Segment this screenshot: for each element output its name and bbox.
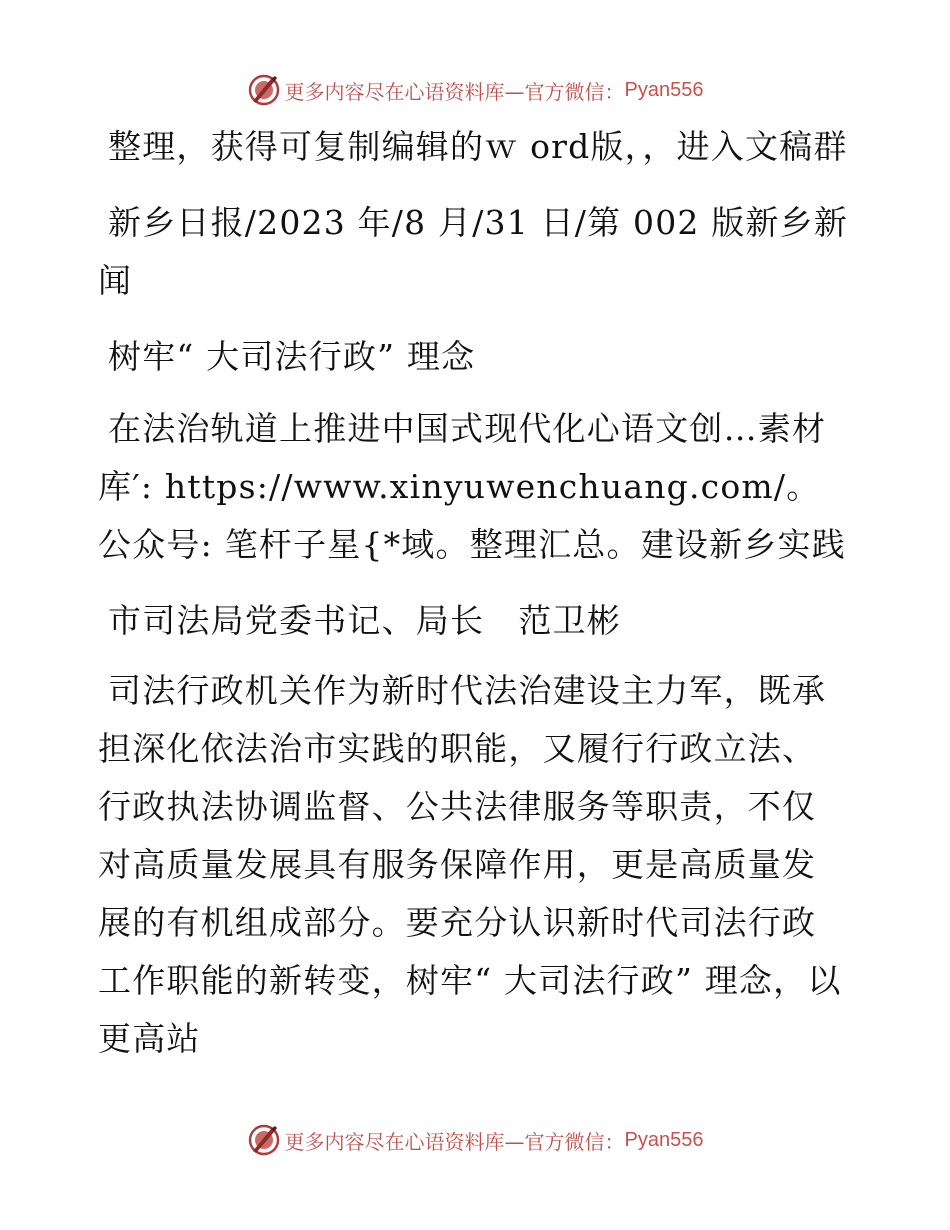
article-title: 树牢“ 大司法行政” 理念	[108, 337, 476, 376]
banner-text: 更多内容尽在心语资料库—官方微信：	[284, 79, 625, 104]
pen-logo-icon	[247, 1123, 281, 1157]
header-watermark-banner	[0, 70, 950, 110]
intro-paragraph: 整理，获得可复制编辑的ｗ ord版，，进入文稿群	[108, 127, 848, 166]
source-line: 新乡日报/2023 年/8 月/31 日/第 002 版新乡新闻	[98, 203, 849, 300]
author-line: 市司法局党委书记、局长 范卫彬	[108, 601, 621, 640]
wechat-id: Pyan556	[624, 1128, 704, 1151]
footer-watermark-banner	[0, 1120, 950, 1160]
pen-logo-icon	[247, 73, 281, 107]
subtitle-paragraph: 在法治轨道上推进中国式现代化心语文创…素材库′: https://www.xinyuwenchuang.com/。公众号: 笔杆子星{*域。整理汇总。建设新乡实践	[98, 409, 846, 564]
document-body	[98, 118, 850, 1086]
banner-text: 更多内容尽在心语资料库—官方微信：	[284, 1129, 625, 1154]
wechat-id: Pyan556	[624, 78, 704, 101]
body-paragraph: 司法行政机关作为新时代法治建设主力军，既承担深化依法治市实践的职能，又履行行政立法、行政执法协调监督、公共法律服务等职责，不仅对高质量发展具有服务保障作用，更是高质量发展的有机组成部分。要充分认识新时代司法行政工作职能的新转变，树牢“ 大司法行政” 理念，以更高站	[98, 671, 842, 1058]
